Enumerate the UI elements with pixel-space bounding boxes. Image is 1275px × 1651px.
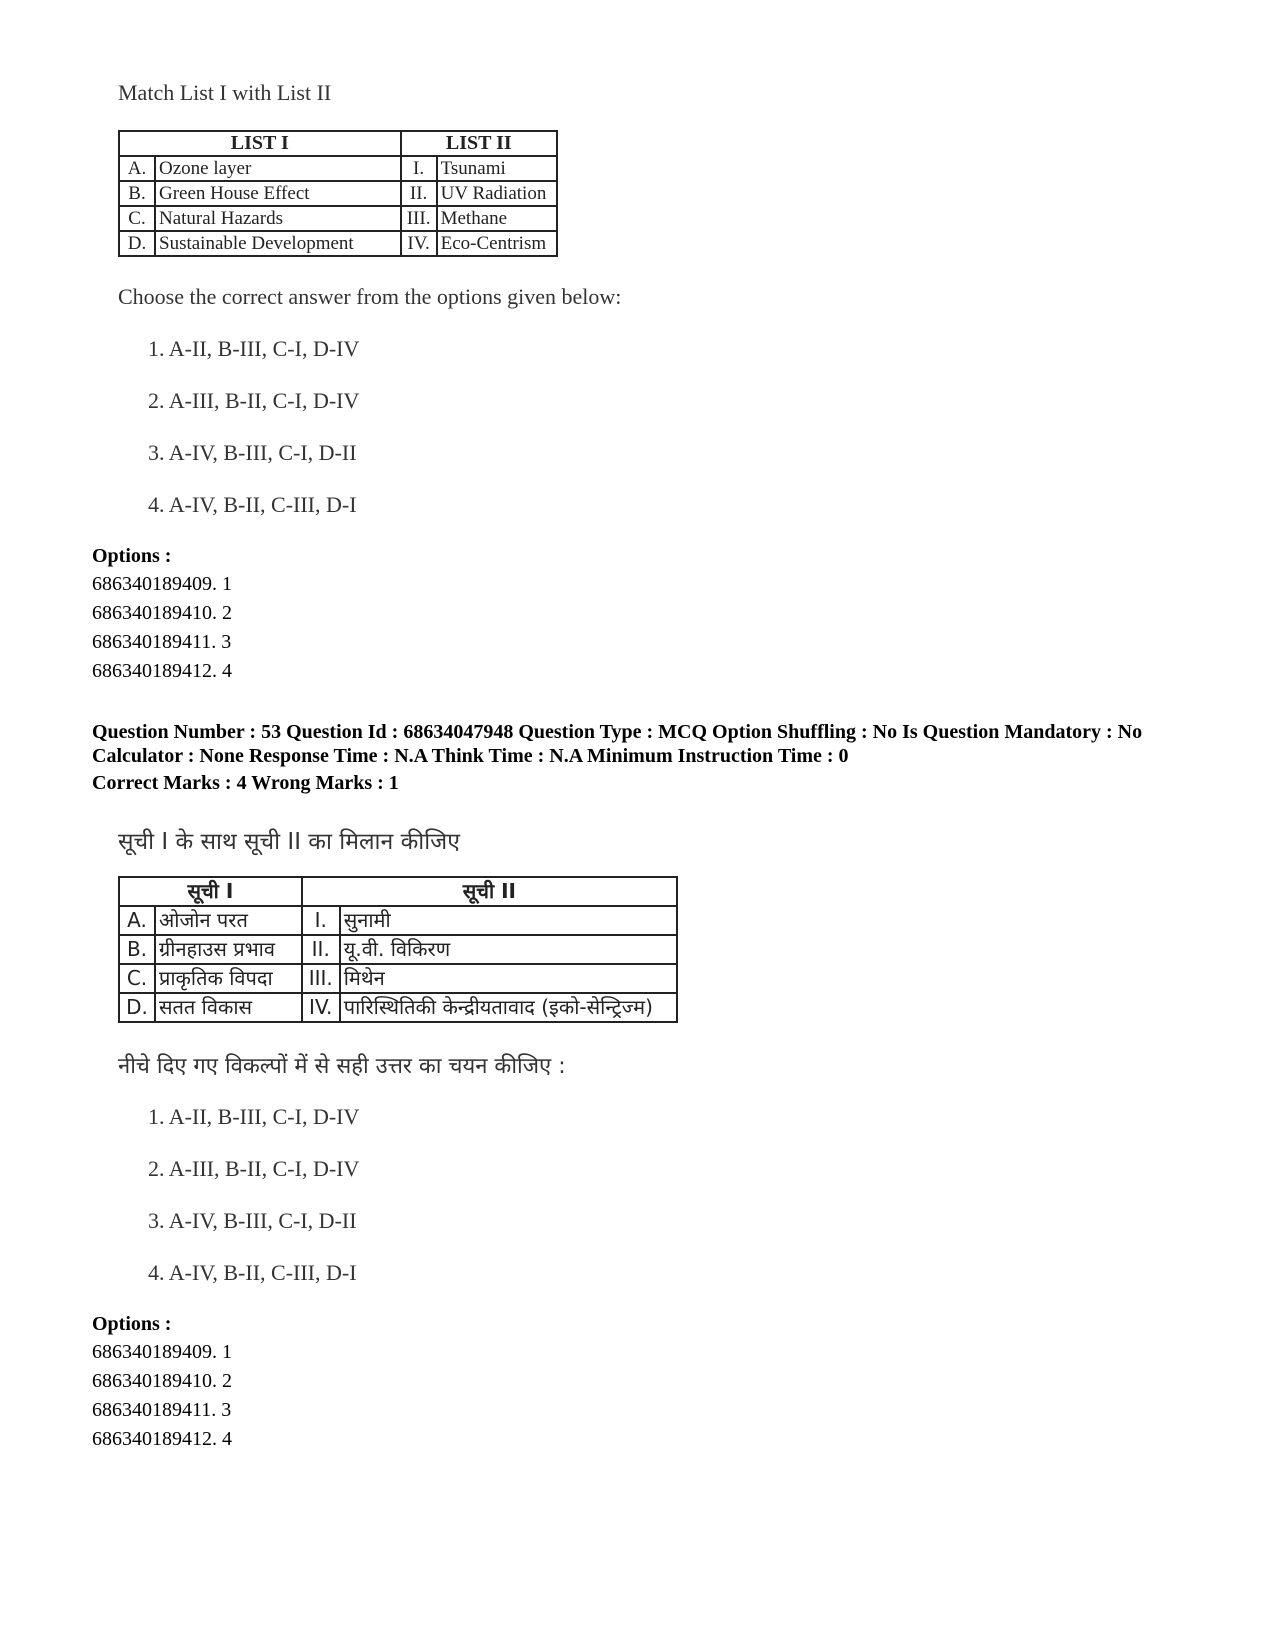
list2-header: LIST II	[401, 131, 557, 156]
row-value: UV Radiation	[437, 181, 557, 206]
options-label: Options :	[92, 545, 172, 567]
options-list	[92, 1338, 232, 1454]
row-key: B.	[119, 935, 155, 964]
row-key: IV.	[401, 231, 437, 256]
question-meta: Question Number : 53 Question Id : 68634047948 Question Type : MCQ Option Shuffling : No Is Question Mandatory : No Calculator : None Response Time : N.A Think Time : N.A Minimum Instruction Time : 0	[92, 721, 1143, 767]
option-item: 686340189411. 3	[92, 631, 232, 653]
row-key: IV.	[302, 993, 340, 1022]
option-item: 686340189409. 1	[92, 573, 232, 595]
choice-3: 3. A-IV, B-III, C-I, D-II	[148, 1208, 357, 1233]
list1-header: LIST I	[119, 131, 401, 156]
choice-4: 4. A-IV, B-II, C-III, D-I	[148, 492, 357, 517]
match-table-hi	[118, 876, 678, 1023]
question-instruction-hi: सूची I के साथ सूची II का मिलान कीजिए	[118, 829, 460, 855]
row-value: Sustainable Development	[155, 231, 401, 256]
option-item: 686340189412. 4	[92, 1428, 232, 1450]
row-value: सुनामी	[340, 906, 677, 935]
choose-instruction: Choose the correct answer from the options given below:	[118, 284, 622, 309]
row-key: II.	[302, 935, 340, 964]
row-value: ग्रीनहाउस प्रभाव	[155, 935, 302, 964]
table-row	[119, 231, 557, 256]
option-item: 686340189411. 3	[92, 1399, 232, 1421]
choice-4: 4. A-IV, B-II, C-III, D-I	[148, 1260, 357, 1285]
row-value: पारिस्थितिकी केन्द्रीयतावाद (इको-सेन्ट्रिज्म)	[340, 993, 677, 1022]
row-key: III.	[302, 964, 340, 993]
row-value: Natural Hazards	[155, 206, 401, 231]
table-row	[119, 964, 677, 993]
row-key: II.	[401, 181, 437, 206]
option-item: 686340189410. 2	[92, 602, 232, 624]
row-value: मिथेन	[340, 964, 677, 993]
row-key: B.	[119, 181, 155, 206]
row-value: प्राकृतिक विपदा	[155, 964, 302, 993]
marks-meta: Correct Marks : 4 Wrong Marks : 1	[92, 772, 399, 794]
row-key: D.	[119, 993, 155, 1022]
row-key: C.	[119, 964, 155, 993]
row-value: ओजोन परत	[155, 906, 302, 935]
row-value: Methane	[437, 206, 557, 231]
table-row	[119, 206, 557, 231]
row-value: Ozone layer	[155, 156, 401, 181]
question-instruction: Match List I with List II	[118, 80, 332, 105]
choose-instruction-hi: नीचे दिए गए विकल्पों में से सही उत्तर का चयन कीजिए :	[118, 1054, 566, 1079]
row-key: A.	[119, 156, 155, 181]
row-key: I.	[401, 156, 437, 181]
row-value: यू.वी. विकिरण	[340, 935, 677, 964]
table-row	[119, 156, 557, 181]
table-row	[119, 993, 677, 1022]
row-value: Tsunami	[437, 156, 557, 181]
list2-header: सूची II	[302, 877, 677, 906]
table-row	[119, 181, 557, 206]
row-key: D.	[119, 231, 155, 256]
row-value: सतत विकास	[155, 993, 302, 1022]
row-key: A.	[119, 906, 155, 935]
option-item: 686340189410. 2	[92, 1370, 232, 1392]
choice-1: 1. A-II, B-III, C-I, D-IV	[148, 336, 360, 361]
row-key: III.	[401, 206, 437, 231]
match-table	[118, 130, 558, 257]
options-label: Options :	[92, 1313, 172, 1335]
choice-3: 3. A-IV, B-III, C-I, D-II	[148, 440, 357, 465]
table-row	[119, 906, 677, 935]
row-key: C.	[119, 206, 155, 231]
choice-1: 1. A-II, B-III, C-I, D-IV	[148, 1104, 360, 1129]
option-item: 686340189412. 4	[92, 660, 232, 682]
table-row	[119, 935, 677, 964]
choice-2: 2. A-III, B-II, C-I, D-IV	[148, 388, 360, 413]
row-value: Eco-Centrism	[437, 231, 557, 256]
options-list	[92, 570, 232, 686]
row-value: Green House Effect	[155, 181, 401, 206]
choice-2: 2. A-III, B-II, C-I, D-IV	[148, 1156, 360, 1181]
row-key: I.	[302, 906, 340, 935]
list1-header: सूची I	[119, 877, 302, 906]
option-item: 686340189409. 1	[92, 1341, 232, 1363]
